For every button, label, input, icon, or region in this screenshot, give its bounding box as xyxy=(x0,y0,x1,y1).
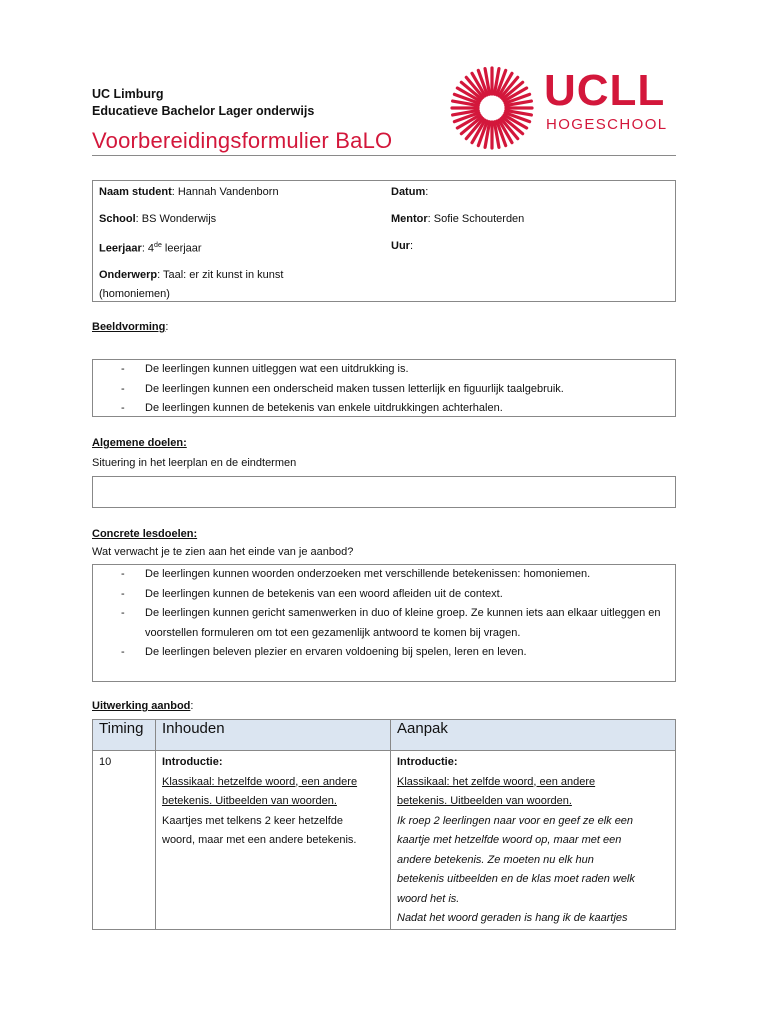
inhouden-cell xyxy=(156,751,391,930)
mentor-value: : Sofie Schouterden xyxy=(427,213,525,225)
onderwerp-row xyxy=(99,266,379,300)
list-item: - De leerlingen kunnen de betekenis van een woord afleiden uit de context. xyxy=(93,585,663,605)
aanpak-text-5: woord het is. xyxy=(397,892,460,905)
column-header-aanpak: Aanpak xyxy=(391,720,676,751)
school-label: School xyxy=(99,213,136,225)
uur-value: : xyxy=(409,240,414,252)
timing-cell: 10 xyxy=(93,751,156,930)
list-item: - De leerlingen kunnen de betekenis van enkele uitdrukkingen achterhalen. xyxy=(93,399,675,419)
ucll-logo xyxy=(448,66,678,150)
aanpak-cell xyxy=(391,751,676,930)
header-block xyxy=(92,86,392,154)
student-name-row xyxy=(99,185,379,212)
naam-label: Naam student xyxy=(99,186,172,198)
inhouden-text-2: woord, maar met een andere betekenis. xyxy=(162,834,357,846)
list-item: - De leerlingen kunnen uitleggen wat een uitdrukking is. xyxy=(93,360,675,380)
column-header-inhouden: Inhouden xyxy=(156,720,391,751)
column-header-timing: Timing xyxy=(93,720,156,751)
naam-value: : Hannah Vandenborn xyxy=(171,186,279,198)
onderwerp-value-2: (homoniemen) xyxy=(99,288,170,300)
student-info-box xyxy=(92,180,676,302)
aanpak-underlined-2: betekenis. Uitbeelden van woorden. xyxy=(397,795,572,807)
table-row xyxy=(93,751,676,930)
table-header-row xyxy=(93,720,676,751)
aanpak-text-6: Nadat het woord geraden is hang ik de kaartjes xyxy=(397,912,628,924)
leerjaar-sup: de xyxy=(154,242,162,249)
logo-wordmark: UCLL xyxy=(544,66,666,115)
list-item: - De leerlingen beleven plezier en ervaren voldoening bij spelen, leren en leven. xyxy=(93,643,663,663)
onderwerp-value: : Taal: er zit kunst in kunst xyxy=(157,269,284,281)
inhouden-title: Introductie: xyxy=(162,756,223,768)
school-value: : BS Wonderwijs xyxy=(135,213,217,225)
school-row xyxy=(99,212,379,239)
onderwerp-label: Onderwerp xyxy=(99,269,158,281)
program-name: Educatieve Bachelor Lager onderwijs xyxy=(92,104,315,118)
beeldvorming-heading-text: Beeldvorming xyxy=(92,321,166,333)
aanpak-underlined-1: Klassikaal: het zelfde woord, een andere xyxy=(397,775,596,788)
uur-row xyxy=(391,239,671,266)
uur-label: Uur xyxy=(391,240,410,252)
institution-name: UC Limburg xyxy=(92,87,164,101)
concrete-list xyxy=(93,565,675,663)
concrete-heading: Concrete lesdoelen: xyxy=(92,528,198,540)
leerjaar-value: : 4 xyxy=(141,242,155,255)
list-item: - De leerlingen kunnen een onderscheid maken tussen letterlijk en figuurlijk taalgebruik. xyxy=(93,380,675,400)
concrete-box xyxy=(92,564,676,682)
mentor-row xyxy=(391,212,671,239)
algemene-box xyxy=(92,476,676,508)
header-divider xyxy=(92,155,676,156)
aanpak-title: Introductie: xyxy=(397,756,458,768)
leerjaar-label: Leerjaar xyxy=(99,242,142,255)
logo-subtitle: HOGESCHOOL xyxy=(546,116,668,133)
datum-row xyxy=(391,185,671,212)
beeldvorming-colon: : xyxy=(165,321,169,333)
inhouden-text-1: Kaartjes met telkens 2 keer hetzelfde xyxy=(162,814,343,827)
inhouden-underlined-2: betekenis. Uitbeelden van woorden. xyxy=(162,795,337,807)
beeldvorming-heading xyxy=(92,321,168,333)
aanpak-text-2: kaartje met hetzelfde woord op, maar met een xyxy=(397,834,622,846)
sunburst-icon xyxy=(448,66,536,150)
beeldvorming-list xyxy=(93,360,675,419)
aanpak-text-3: andere betekenis. Ze moeten nu elk hun xyxy=(397,853,594,866)
algemene-subtitle: Situering in het leerplan en de eindtermen xyxy=(92,457,297,469)
algemene-heading: Algemene doelen: xyxy=(92,437,187,449)
list-item: - De leerlingen kunnen gericht samenwerken in duo of kleine groep. Ze kunnen iets aan elkaar uitleggen en voorstellen formuleren om tot een gezamenlijk antwoord te komen bij vragen. xyxy=(93,604,663,643)
datum-label: Datum xyxy=(391,186,426,198)
lesson-plan-table xyxy=(92,719,676,930)
uitwerking-heading-text: Uitwerking aanbod xyxy=(92,700,191,712)
aanpak-text-4: betekenis uitbeelden en de klas moet raden welk xyxy=(397,873,635,885)
uitwerking-colon: : xyxy=(190,700,194,712)
leerjaar-row xyxy=(99,239,379,266)
beeldvorming-box xyxy=(92,359,676,417)
aanpak-text-1: Ik roep 2 leerlingen naar voor en geef ze elk een xyxy=(397,814,634,827)
inhouden-underlined-1: Klassikaal: hetzelfde woord, een andere xyxy=(162,775,358,788)
mentor-label: Mentor xyxy=(391,213,428,225)
page-title: Voorbereidingsformulier BaLO xyxy=(92,128,393,153)
concrete-subtitle: Wat verwacht je te zien aan het einde van je aanbod? xyxy=(92,546,354,558)
uitwerking-heading xyxy=(92,700,193,712)
leerjaar-value-post: leerjaar xyxy=(161,242,202,255)
list-item: - De leerlingen kunnen woorden onderzoeken met verschillende betekenissen: homoniemen. xyxy=(93,565,663,585)
datum-value: : xyxy=(425,186,429,198)
